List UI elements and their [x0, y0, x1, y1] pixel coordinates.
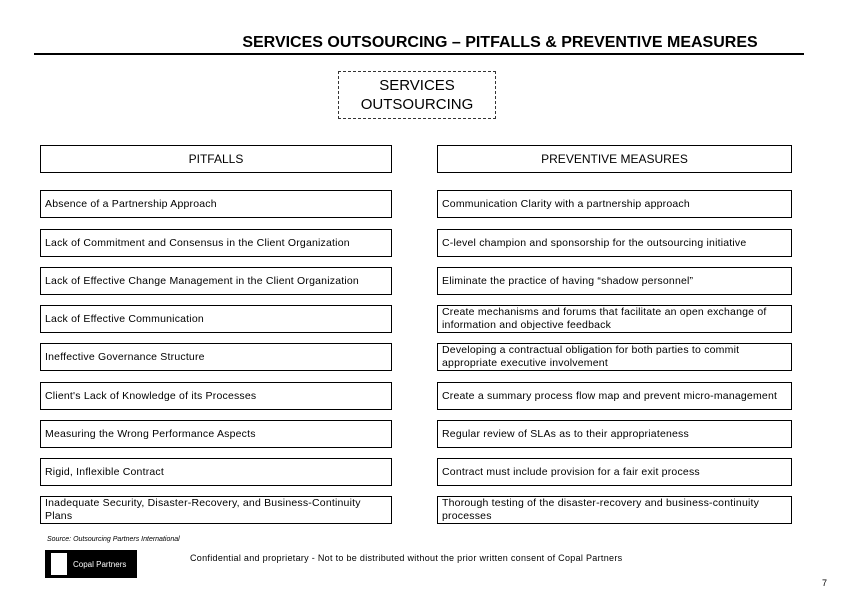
pitfall-item: Inadequate Security, Disaster-Recovery, and Business-Continuity Plans: [40, 496, 392, 524]
pitfall-item: Lack of Effective Communication: [40, 305, 392, 333]
measure-item: Create mechanisms and forums that facilitate an open exchange of information and objective feedback: [437, 305, 792, 333]
measure-item: Thorough testing of the disaster-recovery and business-continuity processes: [437, 496, 792, 524]
preventive-measures-header: PREVENTIVE MEASURES: [437, 145, 792, 173]
pitfall-item: Lack of Commitment and Consensus in the Client Organization: [40, 229, 392, 257]
page-number: 7: [822, 578, 828, 588]
pitfall-item: Measuring the Wrong Performance Aspects: [40, 420, 392, 448]
pitfall-item: Client's Lack of Knowledge of its Processes: [40, 382, 392, 410]
page-title: SERVICES OUTSOURCING – PITFALLS & PREVENTIVE MEASURES: [242, 34, 758, 51]
measure-item: Eliminate the practice of having “shadow personnel”: [437, 267, 792, 295]
measure-item: Communication Clarity with a partnership approach: [437, 190, 792, 218]
pitfalls-header: PITFALLS: [40, 145, 392, 173]
title-underline: [34, 53, 804, 55]
services-outsourcing-box: SERVICES OUTSOURCING: [338, 71, 496, 119]
source-note: Source: Outsourcing Partners International: [47, 536, 180, 543]
measure-item: Create a summary process flow map and prevent micro-management: [437, 382, 792, 410]
pitfall-item: Absence of a Partnership Approach: [40, 190, 392, 218]
measure-item: C-level champion and sponsorship for the outsourcing initiative: [437, 229, 792, 257]
pitfall-item: Lack of Effective Change Management in the Client Organization: [40, 267, 392, 295]
logo-square-icon: [51, 553, 67, 575]
pitfall-item: Rigid, Inflexible Contract: [40, 458, 392, 486]
confidential-notice: Confidential and proprietary - Not to be distributed without the prior written consent of Copal Partners: [190, 553, 623, 563]
pitfall-item: Ineffective Governance Structure: [40, 343, 392, 371]
measure-item: Regular review of SLAs as to their appropriateness: [437, 420, 792, 448]
copal-partners-logo: [45, 550, 137, 578]
measure-item: Contract must include provision for a fair exit process: [437, 458, 792, 486]
logo-text: Copal Partners: [73, 559, 127, 569]
measure-item: Developing a contractual obligation for both parties to commit appropriate executive involvement: [437, 343, 792, 371]
